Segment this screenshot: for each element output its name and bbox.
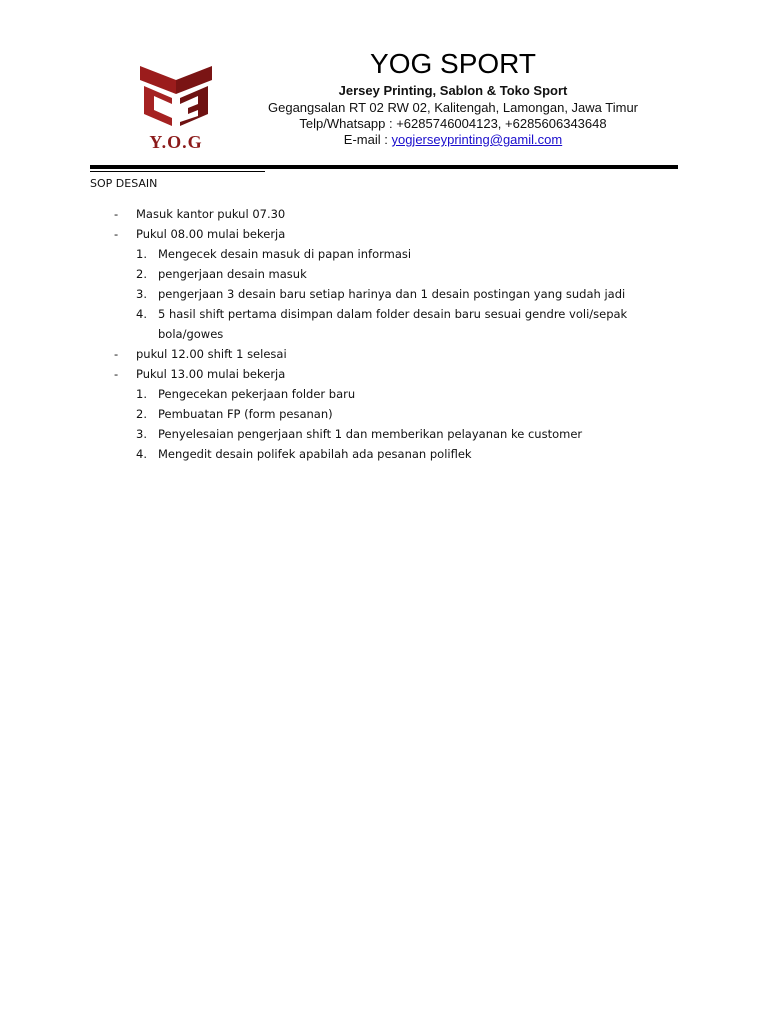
header-divider-thin [90, 171, 265, 172]
company-tagline: Jersey Printing, Sablon & Toko Sport [338, 83, 568, 98]
bullet-mark: - [114, 347, 119, 361]
list-item [90, 384, 650, 404]
bullet-mark: - [114, 367, 119, 381]
list-item [90, 244, 650, 264]
header-divider-thick [90, 165, 678, 169]
letterhead [248, 48, 658, 148]
list-item-text: Penyelesaian pengerjaan shift 1 dan memberikan pelayanan ke customer [158, 427, 583, 441]
list-item [90, 304, 650, 344]
list-item [90, 264, 650, 284]
number-mark: 3. [136, 427, 147, 441]
email-link[interactable]: yogjerseyprinting@gamil.com [391, 132, 563, 147]
number-mark: 1. [136, 247, 147, 261]
number-mark: 2. [136, 267, 147, 281]
list-item-text: Mengedit desain polifek apabilah ada pesanan poliflek [158, 447, 472, 461]
list-item-text: pukul 12.00 shift 1 selesai [136, 347, 287, 361]
number-mark: 3. [136, 287, 147, 301]
company-name: YOG SPORT [370, 48, 536, 79]
list-item [90, 404, 650, 424]
company-address: Gegangsalan RT 02 RW 02, Kalitengah, Lamongan, Jawa Timur [268, 100, 638, 115]
company-logo [138, 64, 214, 154]
list-item-text: Pengecekan pekerjaan folder baru [158, 387, 356, 401]
bullet-mark: - [114, 207, 119, 221]
logo-text: Y.O.G [149, 132, 203, 152]
number-mark: 4. [136, 447, 147, 461]
list-item [90, 444, 650, 464]
company-email-line [248, 132, 658, 148]
bullet-mark: - [114, 227, 119, 241]
yog-emblem-icon [138, 64, 214, 130]
list-item [90, 204, 650, 224]
list-item [90, 364, 650, 384]
list-item [90, 284, 650, 304]
list-item-text: Masuk kantor pukul 07.30 [136, 207, 286, 221]
company-phone: Telp/Whatsapp : +6285746004123, +6285606343648 [299, 116, 607, 131]
list-item [90, 224, 650, 244]
list-item-text: 5 hasil shift pertama disimpan dalam folder desain baru sesuai gendre voli/sepak bola/gowes [158, 307, 628, 341]
list-item [90, 424, 650, 444]
list-item-text: Pembuatan FP (form pesanan) [158, 407, 333, 421]
number-mark: 2. [136, 407, 147, 421]
document-title: SOP DESAIN [90, 177, 158, 190]
list-item-text: pengerjaan desain masuk [158, 267, 307, 281]
number-mark: 1. [136, 387, 147, 401]
list-item-text: Pukul 13.00 mulai bekerja [136, 367, 286, 381]
document-body [90, 174, 650, 464]
email-label: E-mail : [343, 132, 392, 147]
list-item-text: Mengecek desain masuk di papan informasi [158, 247, 412, 261]
list-item-text: Pukul 08.00 mulai bekerja [136, 227, 286, 241]
list-item-text: pengerjaan 3 desain baru setiap harinya dan 1 desain postingan yang sudah jadi [158, 287, 626, 301]
number-mark: 4. [136, 307, 147, 321]
list-item [90, 344, 650, 364]
